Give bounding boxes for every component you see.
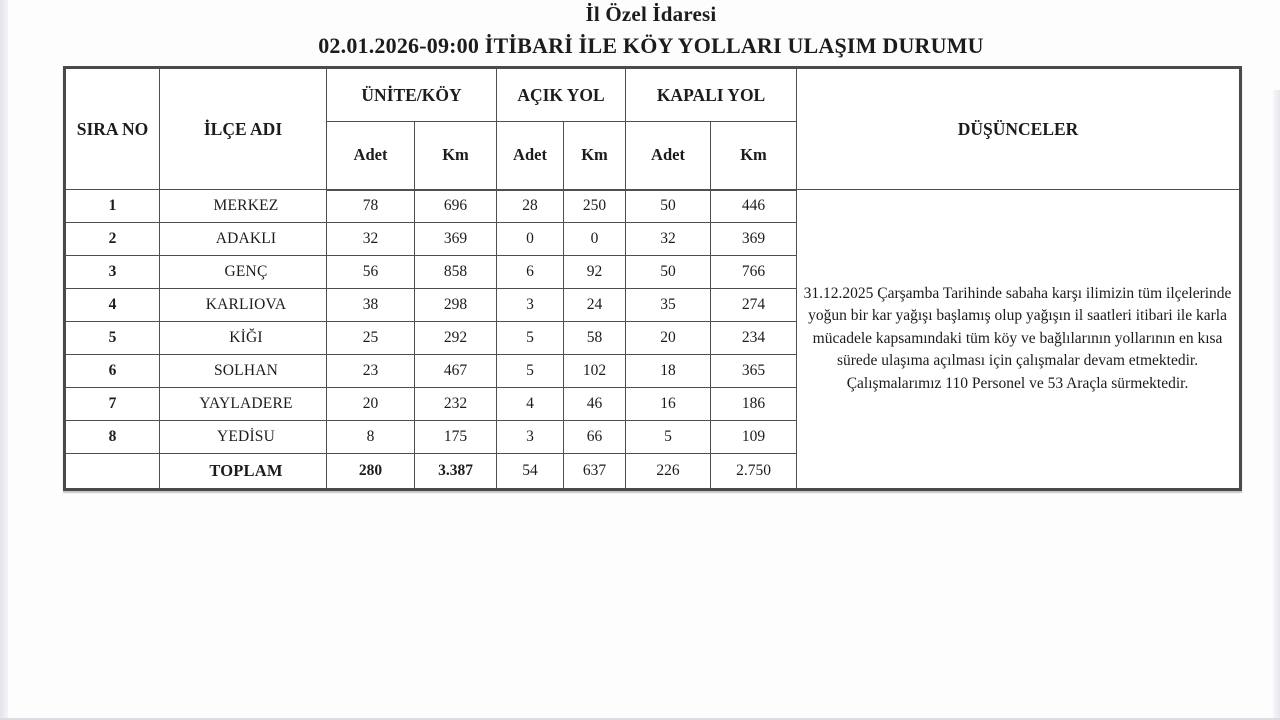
cell-ilce-adi: KARLIOVA	[160, 289, 327, 322]
cell-acik-km: 58	[564, 322, 626, 355]
page-title: İl Özel İdaresi	[585, 2, 717, 26]
cell-total-unite-adet: 280	[327, 454, 415, 490]
cell-unite-km: 696	[415, 190, 497, 223]
cell-kapali-adet: 18	[626, 355, 711, 388]
cell-acik-adet: 4	[497, 388, 564, 421]
subheader-unite-adet: Adet	[327, 122, 415, 190]
cell-ilce-adi: KİĞI	[160, 322, 327, 355]
page-subtitle: 02.01.2026-09:00 İTİBARİ İLE KÖY YOLLARI ULAŞIM DURUMU	[318, 33, 984, 58]
cell-ilce-adi: GENÇ	[160, 256, 327, 289]
cell-sira-no: 8	[65, 421, 160, 454]
cell-ilce-adi: YEDİSU	[160, 421, 327, 454]
cell-unite-km: 232	[415, 388, 497, 421]
cell-sira-no: 7	[65, 388, 160, 421]
remarks-paragraph-2: Çalışmalarımız 110 Personel ve 53 Araçla sürmektedir.	[846, 374, 1189, 392]
cell-unite-km: 298	[415, 289, 497, 322]
cell-acik-km: 24	[564, 289, 626, 322]
subheader-kapali-adet: Adet	[626, 122, 711, 190]
cell-ilce-adi: SOLHAN	[160, 355, 327, 388]
cell-unite-km: 467	[415, 355, 497, 388]
cell-ilce-adi: MERKEZ	[160, 190, 327, 223]
cell-total-label: TOPLAM	[160, 454, 327, 490]
col-header-acik-yol: AÇIK YOL	[497, 68, 626, 122]
cell-kapali-adet: 32	[626, 223, 711, 256]
cell-kapali-adet: 50	[626, 190, 711, 223]
cell-unite-adet: 25	[327, 322, 415, 355]
cell-sira-no: 5	[65, 322, 160, 355]
cell-kapali-adet: 5	[626, 421, 711, 454]
cell-sira-no: 1	[65, 190, 160, 223]
cell-ilce-adi: YAYLADERE	[160, 388, 327, 421]
cell-kapali-adet: 50	[626, 256, 711, 289]
remarks-cell	[797, 190, 1241, 490]
subheader-unite-km: Km	[415, 122, 497, 190]
cell-kapali-km: 365	[711, 355, 797, 388]
cell-acik-km: 66	[564, 421, 626, 454]
cell-acik-adet: 0	[497, 223, 564, 256]
cell-acik-km: 102	[564, 355, 626, 388]
cell-kapali-km: 369	[711, 223, 797, 256]
cell-kapali-adet: 16	[626, 388, 711, 421]
col-header-dusunceler: DÜŞÜNCELER	[797, 68, 1241, 190]
cell-total-kapali-adet: 226	[626, 454, 711, 490]
cell-kapali-km: 186	[711, 388, 797, 421]
cell-kapali-km: 274	[711, 289, 797, 322]
cell-acik-adet: 5	[497, 322, 564, 355]
cell-acik-km: 0	[564, 223, 626, 256]
cell-acik-km: 250	[564, 190, 626, 223]
cell-total-kapali-km: 2.750	[711, 454, 797, 490]
cell-unite-km: 292	[415, 322, 497, 355]
cell-acik-km: 92	[564, 256, 626, 289]
cell-total-acik-adet: 54	[497, 454, 564, 490]
cell-kapali-km: 234	[711, 322, 797, 355]
cell-unite-km: 175	[415, 421, 497, 454]
cell-ilce-adi: ADAKLI	[160, 223, 327, 256]
scan-edge-left	[0, 0, 8, 720]
cell-unite-km: 369	[415, 223, 497, 256]
document-header	[0, 2, 1280, 59]
cell-unite-adet: 20	[327, 388, 415, 421]
remarks-paragraph-1: 31.12.2025 Çarşamba Tarihinde sabaha karşı ilimizin tüm ilçelerinde yoğun bir kar yağışı başlamış olup yağışın il saatleri itibari ile karla mücadele kapsamındaki tüm köy ve bağlılarının yollarının en kısa sürede ulaşıma açılması için çalışmalar devam etmektedir.	[803, 284, 1232, 370]
cell-acik-adet: 3	[497, 421, 564, 454]
subheader-acik-km: Km	[564, 122, 626, 190]
header-row-groups	[65, 68, 1241, 122]
col-header-unite-koy: ÜNİTE/KÖY	[327, 68, 497, 122]
cell-unite-adet: 78	[327, 190, 415, 223]
cell-unite-adet: 23	[327, 355, 415, 388]
cell-unite-adet: 32	[327, 223, 415, 256]
cell-sira-no: 2	[65, 223, 160, 256]
cell-acik-adet: 28	[497, 190, 564, 223]
cell-unite-km: 858	[415, 256, 497, 289]
cell-kapali-adet: 20	[626, 322, 711, 355]
cell-sira-no: 3	[65, 256, 160, 289]
cell-sira-no: 6	[65, 355, 160, 388]
cell-unite-adet: 38	[327, 289, 415, 322]
col-header-sira-no: SIRA NO	[65, 68, 160, 190]
col-header-kapali-yol: KAPALI YOL	[626, 68, 797, 122]
cell-acik-km: 46	[564, 388, 626, 421]
cell-kapali-adet: 35	[626, 289, 711, 322]
col-header-ilce-adi: İLÇE ADI	[160, 68, 327, 190]
cell-acik-adet: 5	[497, 355, 564, 388]
subheader-kapali-km: Km	[711, 122, 797, 190]
cell-kapali-km: 766	[711, 256, 797, 289]
scan-edge-right	[1273, 90, 1280, 720]
cell-total-acik-km: 637	[564, 454, 626, 490]
cell-acik-adet: 6	[497, 256, 564, 289]
cell-kapali-km: 446	[711, 190, 797, 223]
cell-total-unite-km: 3.387	[415, 454, 497, 490]
cell-sira-no: 4	[65, 289, 160, 322]
road-status-table	[63, 66, 1242, 491]
cell-kapali-km: 109	[711, 421, 797, 454]
table-row	[65, 190, 1241, 223]
cell-unite-adet: 56	[327, 256, 415, 289]
cell-unite-adet: 8	[327, 421, 415, 454]
subheader-acik-adet: Adet	[497, 122, 564, 190]
cell-acik-adet: 3	[497, 289, 564, 322]
cell-sira-no	[65, 454, 160, 490]
